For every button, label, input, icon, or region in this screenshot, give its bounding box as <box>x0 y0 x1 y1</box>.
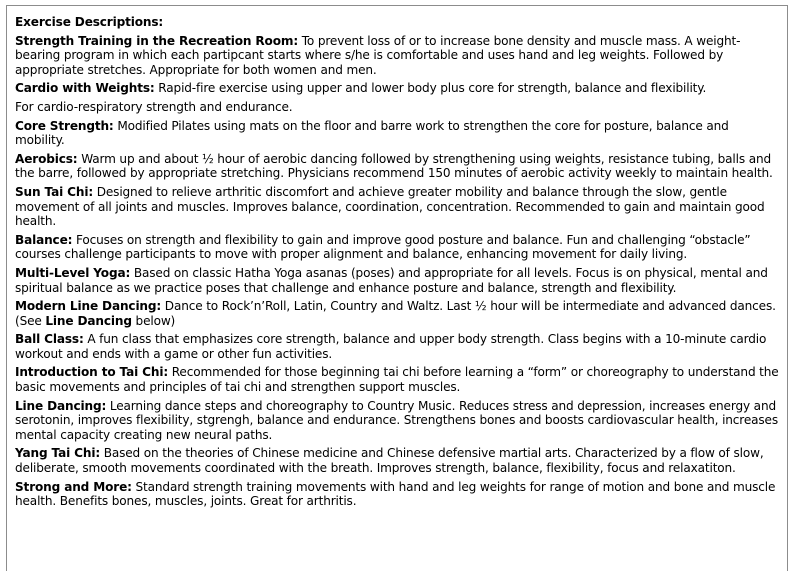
entry-term: Cardio with Weights: <box>15 81 155 96</box>
entry-extra-text: For cardio-respiratory strength and endurance. <box>15 99 293 114</box>
entry-term: Strong and More: <box>15 479 132 494</box>
entry-strong-and-more <box>15 480 781 509</box>
entry-text: Based on classic Hatha Yoga asanas (poses) and appropriate for all levels. Focus is on physical, mental and spiritual balance as we practice poses that challenge and enhance posture and balance, strength and flexibility. <box>15 265 768 295</box>
entry-reference: Line Dancing <box>45 313 132 328</box>
entry-text: Rapid-fire exercise using upper and lower body plus core for strength, balance and flexibility. <box>154 81 707 96</box>
entry-modern-line-dancing <box>15 299 781 328</box>
entry-term: Strength Training in the Recreation Room: <box>15 33 299 48</box>
entry-text: Warm up and about ½ hour of aerobic dancing followed by strengthening using weights, resistance tubing, balls and the barre, followed by appropriate stretching. Physicians recommend 150 minutes of aerobic activity weekly to maintain health. <box>15 151 773 181</box>
entry-term: Introduction to Tai Chi: <box>15 365 169 380</box>
entry-term: Balance: <box>15 232 73 247</box>
entry-term: Aerobics: <box>15 151 78 166</box>
entry-text-after: below) <box>131 313 176 328</box>
entry-text: Based on the theories of Chinese medicine and Chinese defensive martial arts. Characterized by a flow of slow, deliberate, smooth movements coordinated with the breath. Improves strength, balance, flexibility, focus and relaxatiton. <box>15 446 764 476</box>
entry-sun-tai-chi <box>15 185 781 229</box>
entry-balance <box>15 233 781 262</box>
entry-text: A fun class that emphasizes core strength, balance and upper body strength. Class begins with a 10-minute cardio workout and ends with a game or other fun activities. <box>15 332 767 361</box>
entry-text: Dance to Rock’n’Roll, Latin, Country and Waltz. Last ½ hour will be intermediate and advanced dances. (See <box>15 299 776 328</box>
page-title: Exercise Descriptions: <box>15 15 164 29</box>
entry-strength-training <box>15 34 781 78</box>
entry-yang-tai-chi <box>15 446 781 475</box>
entry-term: Core Strength: <box>15 118 114 133</box>
exercise-descriptions <box>15 15 781 513</box>
entry-intro-tai-chi <box>15 365 781 394</box>
entry-term: Yang Tai Chi: <box>15 446 101 461</box>
entry-text: Standard strength training movements with hand and leg weights for range of motion and bone and muscle health. Benefits bones, muscles, joints. Great for arthritis. <box>15 479 776 509</box>
entry-aerobics <box>15 152 781 181</box>
entry-text: Designed to relieve arthritic discomfort and achieve greater mobility and balance through the slow, gentle movement of all joints and muscles. Improves balance, coordination, concentration. Recommended to gain and maintain good health. <box>15 184 765 229</box>
entry-ball-class <box>15 332 781 361</box>
entry-multi-level-yoga <box>15 266 781 295</box>
entry-text: To prevent loss of or to increase bone density and muscle mass. A weight-bearing program in which each partipcant starts where s/he is comfortable and uses hand and leg weights. Followed by appropriate stretches. Appropriate for both women and men. <box>15 33 741 77</box>
entry-core-strength <box>15 119 781 148</box>
entry-term: Line Dancing: <box>15 398 107 413</box>
entry-term: Sun Tai Chi: <box>15 184 94 199</box>
entry-text: Learning dance steps and choreography to Country Music. Reduces stress and depression, increases energy and serotonin, improves flexibility, stgrengh, balance and endurance. Strengthens bones and boosts cardiovascular health, increases mental capacity creating new neural paths. <box>15 398 778 442</box>
entry-term: Multi-Level Yoga: <box>15 265 131 280</box>
entry-term: Modern Line Dancing: <box>15 299 162 314</box>
entry-cardio-with-weights <box>15 81 781 114</box>
entry-line-dancing <box>15 399 781 443</box>
entry-text: Modified Pilates using mats on the floor and barre work to strengthen the core for posture, balance and mobility. <box>15 118 729 148</box>
entry-term: Ball Class: <box>15 332 84 347</box>
entry-text: Recommended for those beginning tai chi before learning a “form” or choreography to understand the basic movements and principles of tai chi and strengthen support muscles. <box>15 365 779 395</box>
entry-text: Focuses on strength and flexibility to gain and improve good posture and balance. Fun and challenging “obstacle” courses challenge participants to move with proper alignment and balance, enhancing movement for daily living. <box>15 232 751 262</box>
